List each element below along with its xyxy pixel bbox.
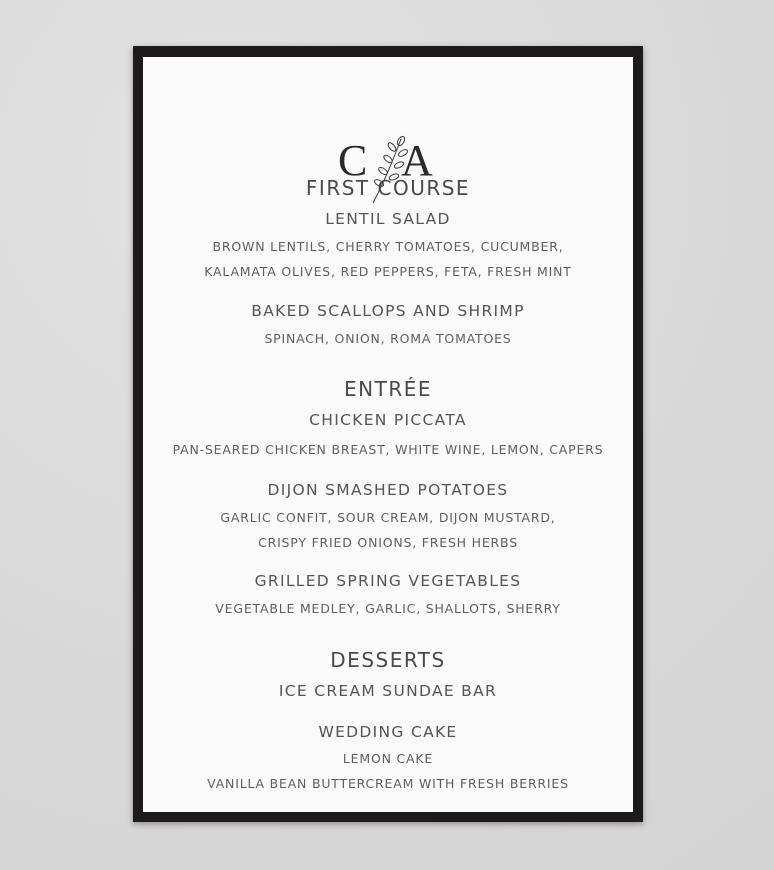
menu-card: [143, 57, 633, 812]
section-heading-entree: ENTRÉE: [344, 377, 432, 401]
menu-item-description: PAN-SEARED CHICKEN BREAST, WHITE WINE, LEMON, CAPERS: [172, 442, 604, 457]
menu-item-description: CRISPY FRIED ONIONS, FRESH HERBS: [258, 535, 518, 550]
menu-item-description: KALAMATA OLIVES, RED PEPPERS, FETA, FRESH MINT: [204, 264, 572, 279]
menu-item-wedding-cake: WEDDING CAKE: [318, 723, 458, 741]
menu-item-ice-cream-sundae-bar: ICE CREAM SUNDAE BAR: [278, 682, 498, 700]
menu-item-description: GARLIC CONFIT, SOUR CREAM, DIJON MUSTARD,: [220, 510, 556, 525]
menu-item-description: LEMON CAKE: [342, 751, 434, 766]
section-heading-desserts: DESSERTS: [330, 648, 446, 672]
menu-item-description: BROWN LENTILS, CHERRY TOMATOES, CUCUMBER,: [212, 239, 564, 254]
menu-item-description: SPINACH, ONION, ROMA TOMATOES: [264, 331, 512, 346]
section-heading-first-course: FIRST COURSE: [305, 176, 471, 200]
menu-item-description: VEGETABLE MEDLEY, GARLIC, SHALLOTS, SHERRY: [215, 601, 561, 616]
menu-item-description: VANILLA BEAN BUTTERCREAM WITH FRESH BERRIES: [207, 776, 569, 791]
monogram-left-initial: C: [338, 136, 368, 185]
monogram-right-initial: A: [401, 136, 433, 185]
menu-item-baked-scallops-and-shrimp: BAKED SCALLOPS AND SHRIMP: [251, 302, 525, 320]
menu-item-chicken-piccata: CHICKEN PICCATA: [309, 411, 467, 429]
menu-item-grilled-spring-vegetables: GRILLED SPRING VEGETABLES: [254, 572, 522, 590]
menu-item-dijon-smashed-potatoes: DIJON SMASHED POTATOES: [267, 481, 509, 499]
menu-item-lentil-salad: LENTIL SALAD: [325, 210, 451, 228]
